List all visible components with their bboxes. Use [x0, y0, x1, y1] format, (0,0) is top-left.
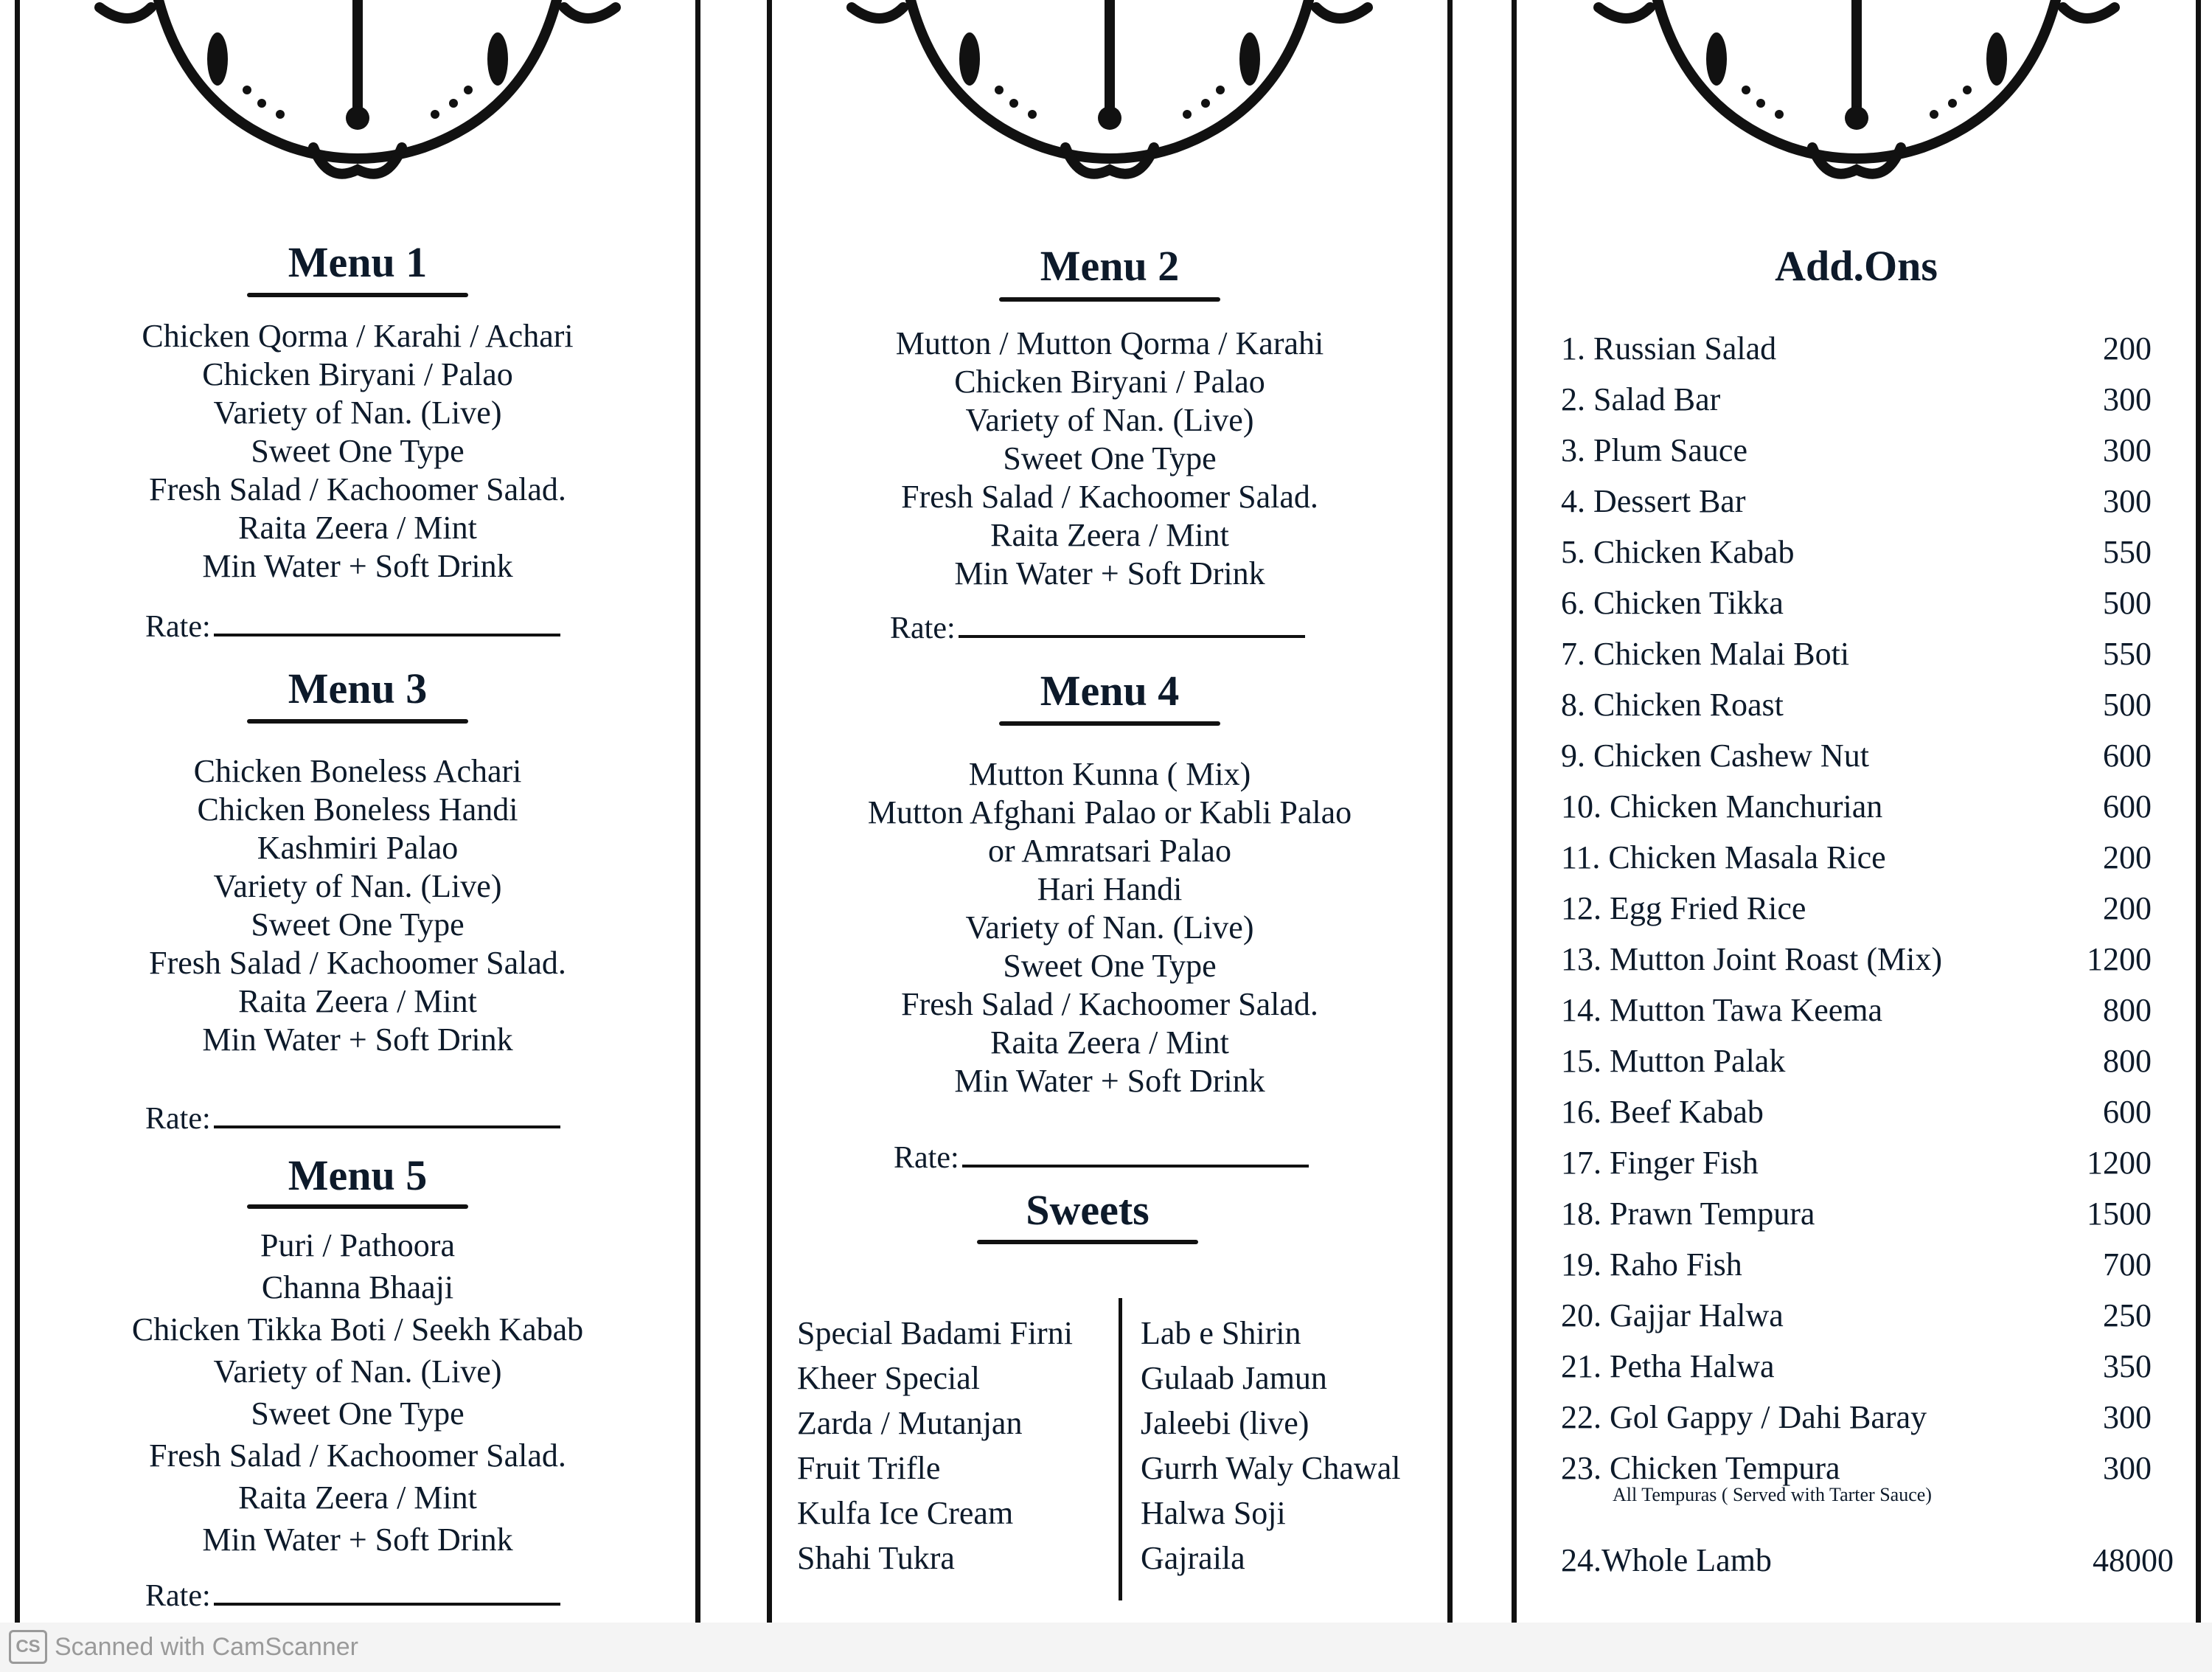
sweets-list-left	[797, 1311, 1073, 1581]
addon-price: 600	[2103, 1094, 2152, 1130]
list-item: Chicken Boneless Achari	[193, 753, 522, 789]
table-row	[1517, 686, 2196, 730]
list-item: Raita Zeera / Mint	[238, 510, 477, 546]
addon-price: 300	[2103, 381, 2152, 417]
addon-name: 1. Russian Salad	[1561, 330, 1777, 367]
addon-price: 200	[2103, 839, 2152, 875]
list-item: Min Water + Soft Drink	[202, 1522, 513, 1558]
table-row	[1517, 1347, 2196, 1392]
menu3-title-underline	[247, 719, 468, 724]
addon-name: 7. Chicken Malai Boti	[1561, 636, 1850, 672]
list-item: Min Water + Soft Drink	[202, 548, 513, 584]
list-item: Raita Zeera / Mint	[990, 1024, 1229, 1061]
menu2-items	[772, 325, 1447, 593]
addon-price: 550	[2103, 534, 2152, 570]
addon-price: 300	[2103, 432, 2152, 468]
list-item: Raita Zeera / Mint	[238, 983, 477, 1019]
list-item: Special Badami Firni	[797, 1315, 1073, 1351]
list-item: Gajraila	[1141, 1540, 1245, 1576]
table-row	[1517, 788, 2196, 832]
menu2-rate	[890, 611, 1305, 646]
menu4-title: Menu 4	[1040, 667, 1180, 715]
list-item: Chicken Biryani / Palao	[202, 356, 513, 392]
table-row	[1517, 737, 2196, 781]
list-item: Gurrh Waly Chawal	[1141, 1450, 1401, 1486]
addon-price: 48000	[2093, 1542, 2174, 1578]
table-row	[1517, 330, 2196, 374]
table-row	[1517, 1246, 2196, 1290]
sweets-divider	[1119, 1298, 1122, 1600]
rate-label: Rate:	[890, 611, 956, 645]
addon-price: 350	[2103, 1348, 2152, 1384]
list-item: Chicken Boneless Handi	[197, 791, 518, 828]
addon-name: 3. Plum Sauce	[1561, 432, 1747, 468]
rate-blank-line	[214, 1117, 560, 1128]
table-row	[1517, 1541, 2196, 1586]
menu5-title: Menu 5	[288, 1151, 428, 1199]
addon-name: 18. Prawn Tempura	[1561, 1196, 1815, 1232]
addons-card	[1512, 0, 2201, 1623]
list-item: Hari Handi	[1037, 871, 1183, 907]
addon-name: 8. Chicken Roast	[1561, 687, 1784, 723]
addon-price: 1200	[2087, 1145, 2152, 1181]
list-item: Fresh Salad / Kachoomer Salad.	[901, 986, 1318, 1022]
list-item: Chicken Tikka Boti / Seekh Kabab	[131, 1311, 584, 1347]
list-item: Mutton Afghani Palao or Kabli Palao	[867, 794, 1352, 830]
list-item: Sweet One Type	[251, 906, 465, 943]
list-item: Variety of Nan. (Live)	[965, 909, 1254, 946]
table-row	[1517, 431, 2196, 476]
menu3-items	[20, 752, 695, 1059]
list-item: Chicken Biryani / Palao	[954, 364, 1265, 400]
sweets-title: Sweets	[1026, 1186, 1150, 1234]
list-item: Raita Zeera / Mint	[238, 1480, 477, 1516]
menu3-rate	[145, 1101, 560, 1137]
menu3-title: Menu 3	[288, 665, 428, 712]
rate-label: Rate:	[145, 610, 211, 644]
list-item: Fresh Salad / Kachoomer Salad.	[149, 471, 566, 507]
menu5-rate	[145, 1578, 560, 1614]
addons-title: Add.Ons	[1775, 242, 1938, 290]
addon-name: 15. Mutton Palak	[1561, 1043, 1786, 1079]
addon-name: 19. Raho Fish	[1561, 1246, 1742, 1283]
list-item: Min Water + Soft Drink	[954, 555, 1265, 592]
table-row	[1517, 1195, 2196, 1239]
list-item: Mutton / Mutton Qorma / Karahi	[895, 325, 1324, 361]
rate-label: Rate:	[145, 1579, 211, 1613]
list-item: Lab e Shirin	[1141, 1315, 1301, 1351]
addon-price: 200	[2103, 330, 2152, 367]
menu5-title-underline	[247, 1204, 468, 1209]
addon-name: 17. Finger Fish	[1561, 1145, 1759, 1181]
list-item: Variety of Nan. (Live)	[213, 1353, 502, 1390]
addon-price: 250	[2103, 1297, 2152, 1333]
table-row	[1517, 1042, 2196, 1086]
table-row	[1517, 991, 2196, 1036]
addon-name: 11. Chicken Masala Rice	[1561, 839, 1886, 875]
list-item: Fresh Salad / Kachoomer Salad.	[149, 1437, 566, 1474]
addon-price: 1500	[2087, 1196, 2152, 1232]
addon-price: 500	[2103, 585, 2152, 621]
list-item: Min Water + Soft Drink	[954, 1063, 1265, 1099]
list-item: Fresh Salad / Kachoomer Salad.	[901, 479, 1318, 515]
list-item: Kashmiri Palao	[257, 830, 459, 866]
addon-name: 20. Gajjar Halwa	[1561, 1297, 1784, 1333]
list-item: or Amratsari Palao	[988, 833, 1231, 869]
menu1-items	[20, 317, 695, 586]
addon-name: 2. Salad Bar	[1561, 381, 1721, 417]
sweets-list-right	[1141, 1311, 1400, 1581]
list-item: Kulfa Ice Cream	[797, 1495, 1014, 1531]
table-row	[1517, 1297, 2196, 1341]
table-row	[1517, 533, 2196, 577]
addon-name: 22. Gol Gappy / Dahi Baray	[1561, 1399, 1927, 1435]
menu4-title-underline	[999, 721, 1220, 726]
table-row	[1517, 482, 2196, 527]
rate-label: Rate:	[145, 1102, 211, 1136]
addon-price: 550	[2103, 636, 2152, 672]
tempura-note: All Tempuras ( Served with Tarter Sauce)	[1613, 1484, 1932, 1505]
menu2-title-underline	[999, 297, 1220, 302]
table-row	[1517, 1144, 2196, 1188]
watermark-text: Scanned with CamScanner	[55, 1632, 359, 1661]
ornament-decoration	[822, 0, 1397, 221]
list-item: Variety of Nan. (Live)	[965, 402, 1254, 438]
list-item: Shahi Tukra	[797, 1540, 955, 1576]
menu1-rate	[145, 609, 560, 645]
list-item: Min Water + Soft Drink	[202, 1021, 513, 1058]
addon-name: 16. Beef Kabab	[1561, 1094, 1764, 1130]
rate-blank-line	[959, 626, 1305, 638]
list-item: Halwa Soji	[1141, 1495, 1286, 1531]
menu1-title-underline	[247, 293, 468, 297]
menu4-rate	[894, 1140, 1309, 1176]
addon-price: 700	[2103, 1246, 2152, 1283]
list-item: Sweet One Type	[251, 1395, 465, 1432]
addon-price: 600	[2103, 738, 2152, 774]
table-row	[1517, 584, 2196, 628]
addon-name: 21. Petha Halwa	[1561, 1348, 1775, 1384]
list-item: Sweet One Type	[251, 433, 465, 469]
list-item: Variety of Nan. (Live)	[213, 868, 502, 904]
menu-card-left	[15, 0, 700, 1623]
table-row	[1517, 940, 2196, 985]
addon-name: 9. Chicken Cashew Nut	[1561, 738, 1869, 774]
addon-name: 23. Chicken Tempura	[1561, 1450, 1840, 1486]
addon-price: 300	[2103, 483, 2152, 519]
list-item: Fresh Salad / Kachoomer Salad.	[149, 945, 566, 981]
list-item: Mutton Kunna ( Mix)	[968, 756, 1251, 792]
addon-price: 300	[2103, 1450, 2152, 1486]
addon-name: 24.Whole Lamb	[1561, 1542, 1772, 1578]
list-item: Raita Zeera / Mint	[990, 517, 1229, 553]
list-item: Puri / Pathoora	[260, 1227, 455, 1263]
sweets-title-underline	[977, 1240, 1198, 1244]
list-item: Channa Bhaaji	[261, 1269, 454, 1305]
addon-name: 14. Mutton Tawa Keema	[1561, 992, 1883, 1028]
addon-name: 13. Mutton Joint Roast (Mix)	[1561, 941, 1943, 977]
table-row	[1517, 889, 2196, 934]
ornament-decoration	[1569, 0, 2144, 221]
rate-blank-line	[214, 1594, 560, 1606]
menu1-title: Menu 1	[288, 238, 428, 286]
menu4-items	[772, 755, 1447, 1100]
rate-blank-line	[214, 625, 560, 636]
addon-price: 800	[2103, 992, 2152, 1028]
addon-name: 12. Egg Fried Rice	[1561, 890, 1806, 926]
list-item: Gulaab Jamun	[1141, 1360, 1327, 1396]
rate-blank-line	[962, 1156, 1309, 1168]
addon-price: 800	[2103, 1043, 2152, 1079]
ornament-decoration	[70, 0, 645, 221]
table-row	[1517, 1398, 2196, 1443]
addon-price: 1200	[2087, 941, 2152, 977]
addon-name: 5. Chicken Kabab	[1561, 534, 1795, 570]
table-row	[1517, 381, 2196, 425]
addon-price: 500	[2103, 687, 2152, 723]
menu-card-middle	[767, 0, 1453, 1623]
list-item: Fruit Trifle	[797, 1450, 941, 1486]
table-row	[1517, 1093, 2196, 1137]
list-item: Sweet One Type	[1003, 440, 1217, 476]
list-item: Zarda / Mutanjan	[797, 1405, 1023, 1441]
camscanner-logo-icon: CS	[9, 1630, 47, 1664]
list-item: Kheer Special	[797, 1360, 980, 1396]
rate-label: Rate:	[894, 1141, 959, 1175]
menu5-items	[20, 1224, 695, 1561]
table-row	[1517, 839, 2196, 883]
list-item: Sweet One Type	[1003, 948, 1217, 984]
list-item: Variety of Nan. (Live)	[213, 395, 502, 431]
scanner-watermark	[9, 1630, 358, 1664]
addon-price: 200	[2103, 890, 2152, 926]
addon-name: 4. Dessert Bar	[1561, 483, 1746, 519]
table-row	[1517, 635, 2196, 679]
menu2-title: Menu 2	[1040, 242, 1180, 290]
list-item: Chicken Qorma / Karahi / Achari	[142, 318, 574, 354]
addon-price: 600	[2103, 788, 2152, 825]
list-item: Jaleebi (live)	[1141, 1405, 1310, 1441]
addon-price: 300	[2103, 1399, 2152, 1435]
addon-name: 10. Chicken Manchurian	[1561, 788, 1883, 825]
addon-name: 6. Chicken Tikka	[1561, 585, 1784, 621]
